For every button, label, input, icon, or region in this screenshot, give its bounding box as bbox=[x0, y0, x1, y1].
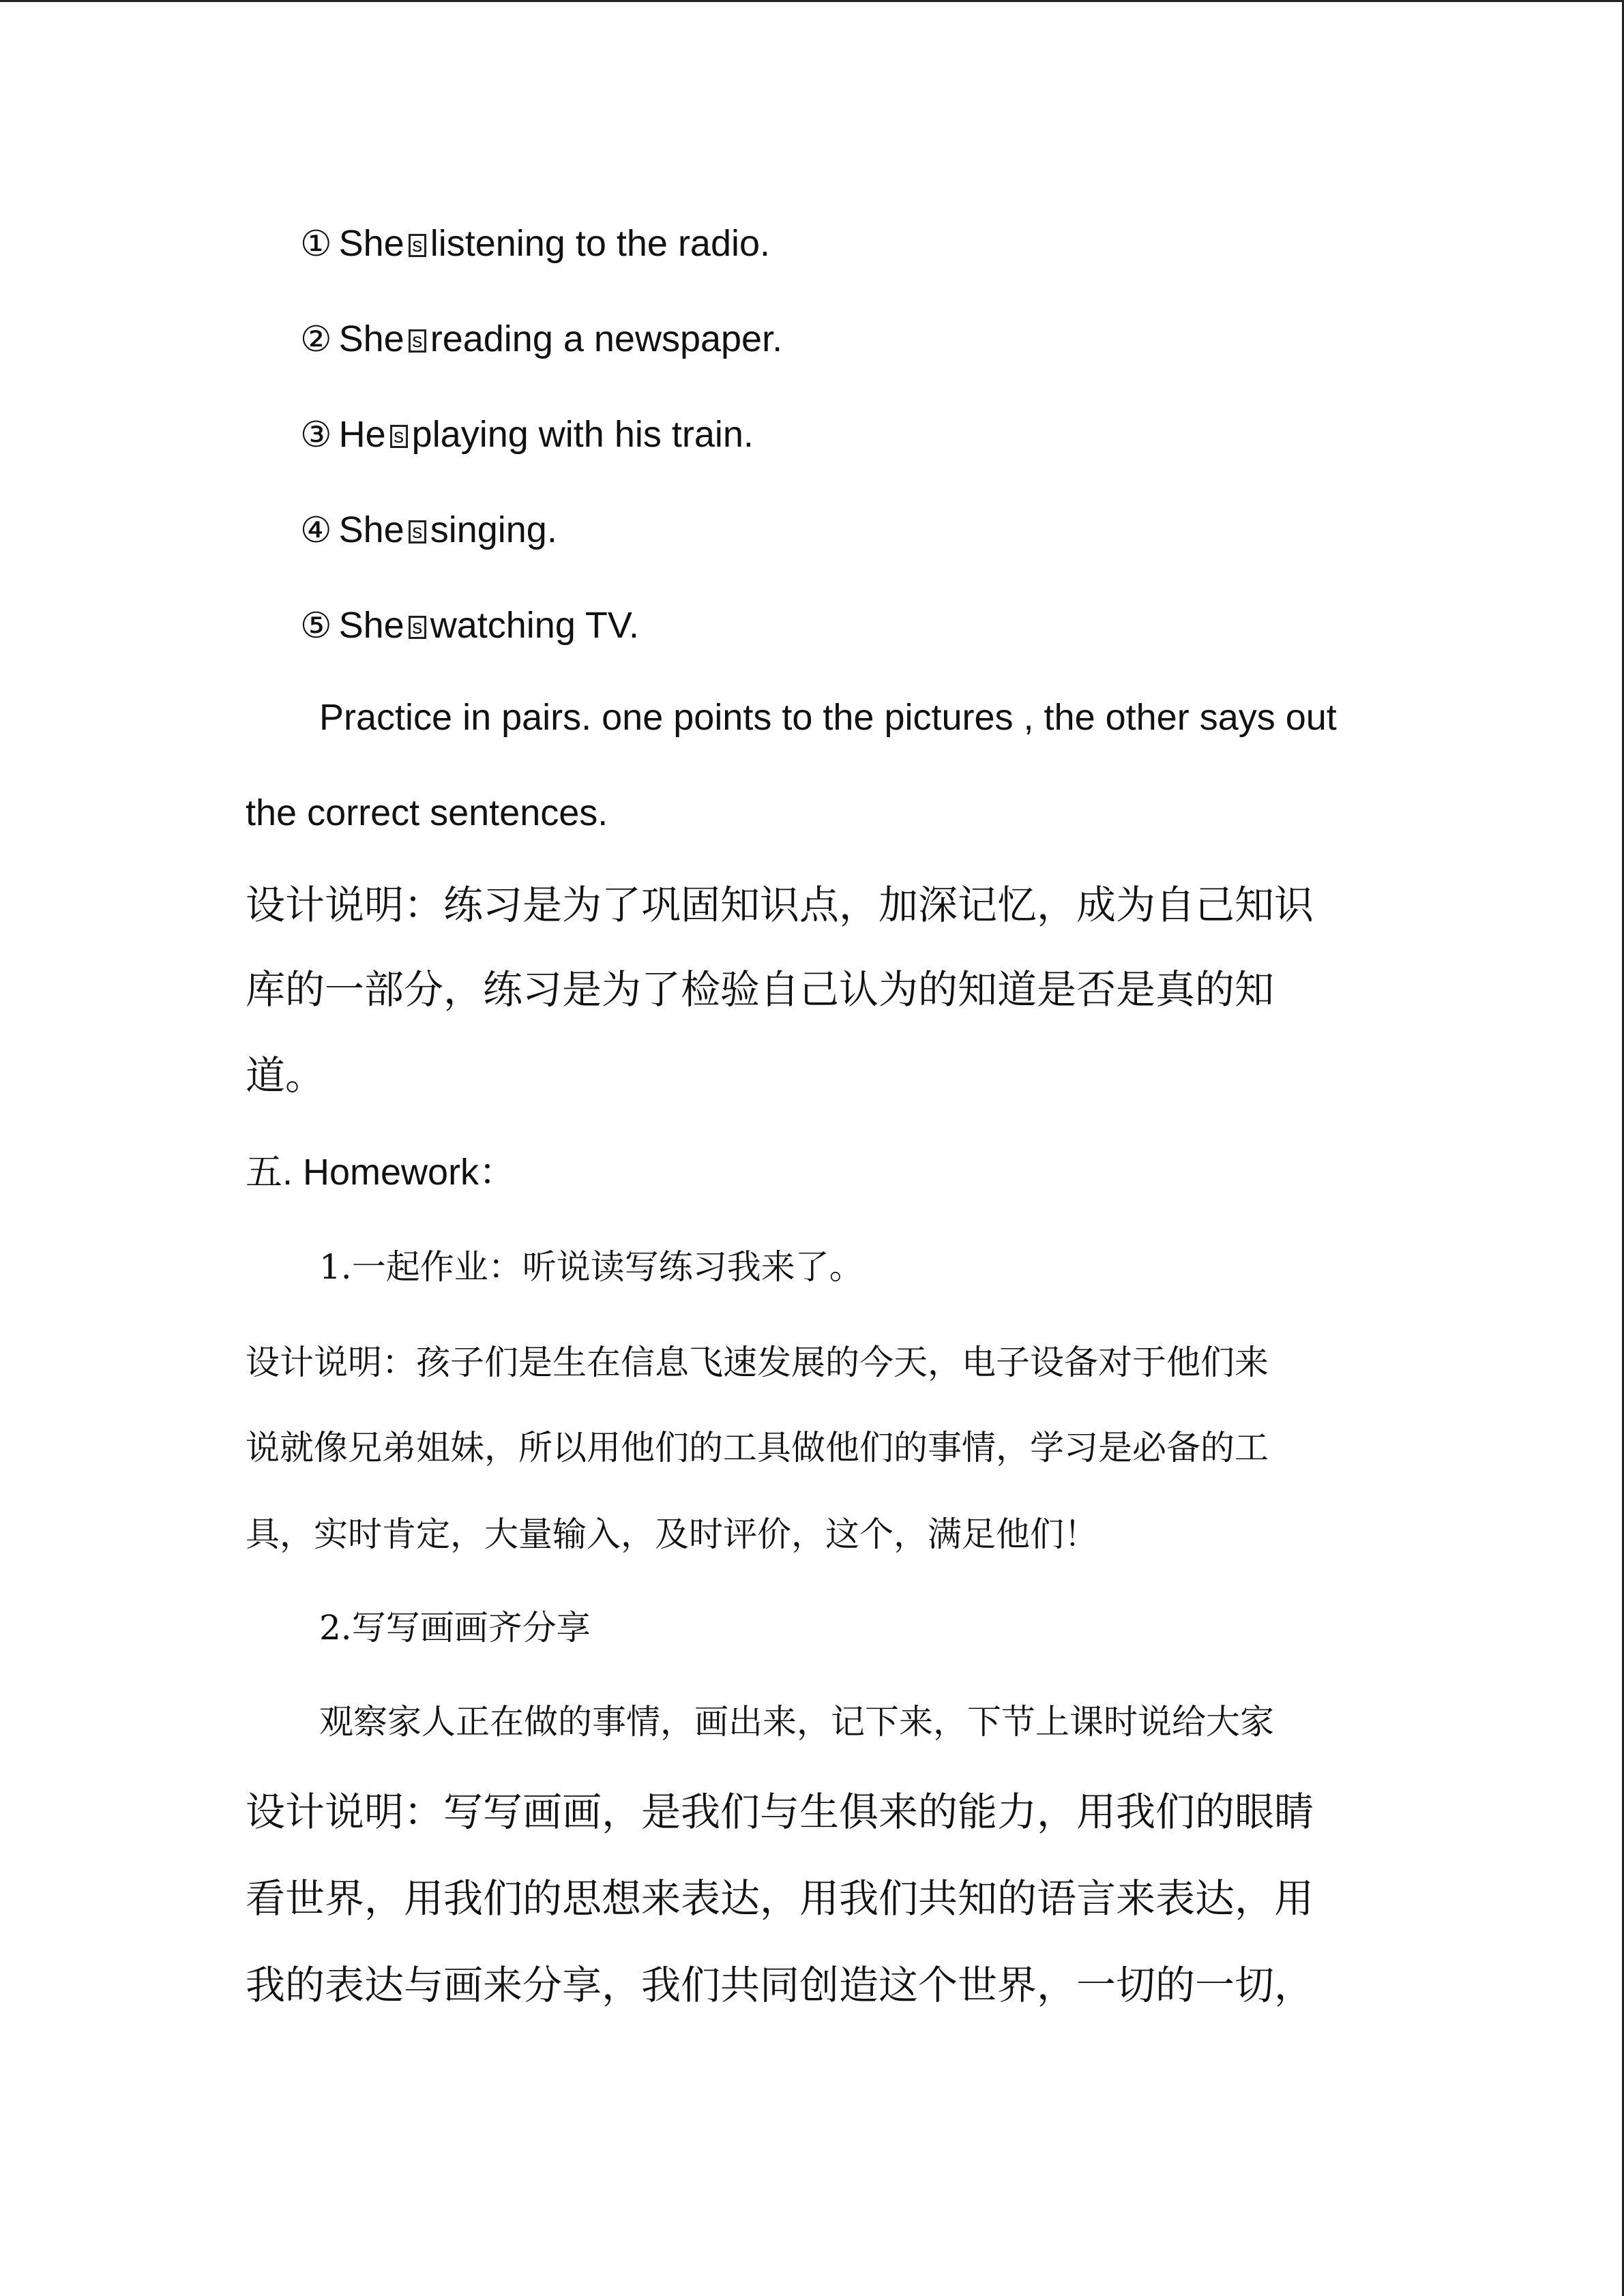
item-text: singing. bbox=[430, 509, 557, 550]
missing-glyph-box: s bbox=[409, 329, 426, 353]
missing-glyph-box: s bbox=[409, 616, 426, 639]
task-2-note-line3: 我的表达与画来分享，我们共同创造这个世界，一切的一切， bbox=[246, 1962, 1314, 2008]
item-text: playing with his train. bbox=[411, 414, 754, 455]
exercise-item-4 bbox=[300, 509, 557, 551]
task-2-note-line2: 看世界，用我们的思想来表达，用我们共知的语言来表达，用 bbox=[246, 1875, 1314, 1922]
item-subject: She bbox=[338, 509, 404, 550]
missing-glyph-box: s bbox=[409, 234, 426, 257]
item-number: ④ bbox=[300, 510, 332, 551]
exercise-item-2 bbox=[300, 318, 783, 360]
practice-instruction-line1: Practice in pairs. one points to the pictures , the other says out bbox=[319, 697, 1337, 738]
homework-task-2: 2.写写画画齐分享 bbox=[319, 1608, 591, 1648]
task-2-note-line1: 设计说明：写写画画，是我们与生俱来的能力，用我们的眼睛 bbox=[246, 1789, 1314, 1835]
page-top-border bbox=[0, 0, 1624, 2]
item-subject: She bbox=[338, 223, 404, 264]
design-note-1-line1: 设计说明：练习是为了巩固知识点，加深记忆，成为自己知识 bbox=[246, 882, 1314, 928]
design-note-1-line3: 道。 bbox=[246, 1052, 325, 1099]
design-note-1-line2: 库的一部分，练习是为了检验自己认为的知道是否是真的知 bbox=[246, 966, 1275, 1013]
task-1-note-line3: 具，实时肯定，大量输入，及时评价，这个，满足他们！ bbox=[246, 1515, 1098, 1554]
task-2-description: 观察家人正在做的事情，画出来，记下来，下节上课时说给大家 bbox=[319, 1702, 1274, 1742]
item-number: ⑤ bbox=[300, 606, 332, 646]
item-subject: She bbox=[338, 605, 404, 646]
task-1-note-line2: 说就像兄弟姐妹，所以用他们的工具做他们的事情，学习是必备的工 bbox=[246, 1428, 1269, 1467]
item-text: watching TV. bbox=[430, 605, 639, 646]
task-1-note-line1: 设计说明：孩子们是生在信息飞速发展的今天，电子设备对于他们来 bbox=[246, 1343, 1269, 1382]
exercise-item-1 bbox=[300, 223, 771, 265]
homework-task-1: 1.一起作业：听说读写练习我来了。 bbox=[319, 1247, 863, 1287]
item-subject: She bbox=[338, 318, 404, 359]
homework-heading: 五. Homework： bbox=[246, 1152, 516, 1193]
item-text: listening to the radio. bbox=[430, 223, 771, 264]
exercise-item-3 bbox=[300, 414, 754, 456]
item-number: ① bbox=[300, 224, 332, 265]
item-text: reading a newspaper. bbox=[430, 318, 783, 359]
item-subject: He bbox=[338, 414, 386, 455]
item-number: ② bbox=[300, 319, 332, 360]
exercise-item-5 bbox=[300, 607, 639, 644]
missing-glyph-box: s bbox=[390, 425, 408, 448]
missing-glyph-box: s bbox=[409, 520, 426, 543]
item-number: ③ bbox=[300, 415, 332, 456]
practice-instruction-line2: the correct sentences. bbox=[246, 792, 608, 833]
